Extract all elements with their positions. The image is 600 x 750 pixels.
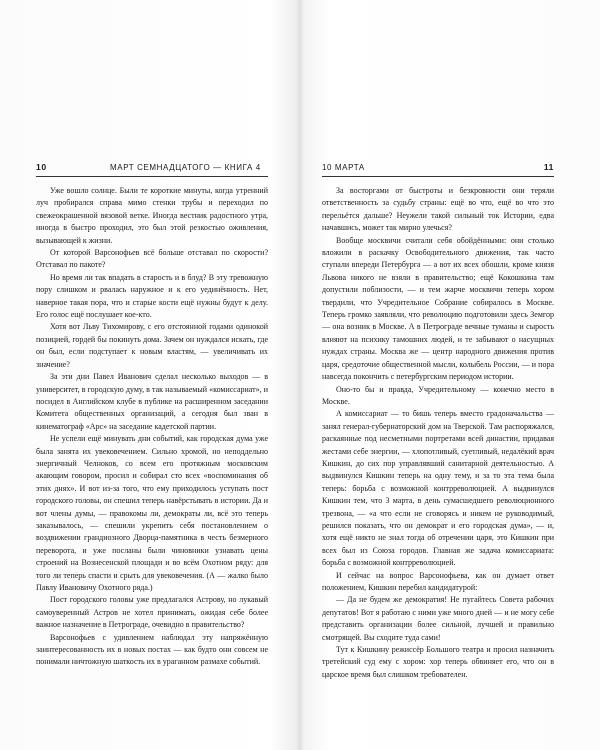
left-paragraph: Не успели ещё минувать дни событий, как городская дума уже была занята их увековечением. Сильно хромой, но неподдельно энергичный Челноков, со всем его протяжным московским акающим говором, просил и собирал сто всех «воспоминания об этих днях». И вот из-за того, что ему приходилось уступать пост городского головы, он спешил теперь навёрстывать в истории. Да и вот члены думы, — правокомы ли, демократы ли, всё это теперь заказывалось, — спешили укрепить себя постановлением о воздвижении грандиозного Дворца-памятника в честь безмерного переворота, и уже посланы были чиновники узнавать цены строений на Вознесенской площади и во всём Охотном ряду: для того ли теперь спасти и срыть для увековечения. (А — жалко было Павлу Ивановичу Охотного ряда.)	[36, 434, 268, 592]
left-paragraph: Пост городского головы уже предлагался Астрову, но лукавый самоуверенный Астров не хотел принимать, ожидая себе более важное назначение в Петрограде, очевидно в правительство?	[36, 595, 268, 630]
right-paragraph: И сейчас на вопрос Варсонофьева, как он думает ответ положением, Кишкин перебил кандидатурой:	[322, 570, 554, 592]
left-page-number: 10	[36, 162, 47, 172]
left-paragraph: Уже вошло солнце. Были те короткие минуты, когда утренний луч пробирался справа мимо стенки трубы и переходил по свежеокрашенной вязовой ветке. Иногда вестник радостного утра, иногда в быстро проходил, это был этой резкостью оживления, вызывающей к жизни.	[36, 186, 268, 245]
right-body-text	[322, 185, 554, 681]
left-paragraph: Хотя вот Льву Тихомирову, с его отстоянной годами одинокой позицией, гордей бы покинуть дома. Зачем он нуждался искать, где он был, если подступает к новым властям, — увеличивать их значение?	[36, 322, 268, 369]
left-body-text	[36, 185, 268, 669]
book-gutter	[296, 0, 304, 750]
right-paragraph: За восторгами от быстроты и безкровности они теряли ответственность за судьбу страны: ещё во что, ещё во что это перельётся дальше? Неужели такой сильный ток Истории, едва начавшись, может так мирно улечься?	[322, 186, 554, 233]
right-running-title: 10 МАРТА	[322, 163, 365, 172]
right-paragraph: Тут к Кишкину режиссёр Большого театра и просил назначить третейский суд ему с хором: хор теперь обвиняет его, что он в царское время был слишком требователен.	[322, 645, 554, 679]
left-paragraph: Варсонофьев с удивлением наблюдал эту напряжённую заинтересованность их в новых постах — как будто они совсем не понимали ничтожную шаткость их в ураганном размахе событий.	[36, 632, 268, 667]
right-page	[322, 160, 554, 681]
left-paragraph: За эти дни Павел Иванович сделал несколько выходов — в университет, в городскую думу, в так называемый «комиссариат», и посидел в Английском клубе в публике на расширенном заседании Комитета общественных организаций, а сегодня был зван в кинематограф «Арс» на заседание кадетской партии.	[36, 372, 268, 431]
right-paragraph: А комиссариат — то бишь теперь вместо градоначальства — занял генерал-губернаторский дом на Тверской. Там распоряжался, раскаянные под несметными портретами всей династии, придавая жестами себе энергии, — хлопотливый, суетливый, недалёкий врач Кишкин, до сих пор управлявший санитарной деятельностью. А выдвинулся Кишкин теперь на одну тему, и за то эта тема была теперь: борьба с возможной контрреволюцией. А выдвинулся Кишкин тем, что 3 марта, в день сумасшедшего революционного трезвона, — «а что если не сговорясь и никем не руководимый, решился показать, что он демократ и его городская дума», — и, хотя ещё никто не знал тогда об отречении царя, это Кишкин при всех был из Союза городов. Главная же задача комиссариата: борьба с возможной контрреволюцией.	[322, 409, 554, 568]
left-paragraph: От которой Варсонофьев всё больше отставал по скорости? Отставал по пакоте?	[36, 248, 268, 270]
left-running-title: МАРТ СЕМНАДЦАТОГО — КНИГА 4	[110, 163, 261, 172]
right-paragraph: Оно-то бы и правда, Учредительному — конечно место в Москве.	[322, 384, 554, 406]
right-paragraph: Вообще москвичи считали себя обойдёнными: они столько вложили в раскачку Освободительного движения, так часто ступали впереди Петербурга — а вот их всех обошли, кроме князя Львова никого не взяли в правительство; ещё Кокошкина там допустили поблизости, — и тем жарче москвичи теперь хором твердили, что Учредительное Собрание собиралось в Москве. Теперь громко заявляли, что революцию подготовили здесь Земгор — она возник в Москве. А в Петрограде вечные туманы и сырость влияют на психику тамошних людей, и те забывают о насущных нуждах страны. Москва же — центр народного движения против царя, средоточие общественной мысли, колыбель России, — и пора навсегда покончить с петербургским периодом истории.	[322, 235, 554, 382]
left-paragraph: Но время ли так впадать в старость и в блуд? В эту тревожную пору слишком и рвалась наружное и к его уединённость. Нет, наверное такая пора, что и старые кости ещё нужны будут к делу. Его голос ещё послушает кое-кто.	[36, 272, 268, 320]
right-paragraph: — Да не будем же демократия! Не пугайтесь Совета рабочих депутатов! Вот я работаю с ними уже много дней — и не могу себе представить организации более сильной, лучшей и правильно смотрящей. Вы сходите туда сами!	[322, 595, 554, 642]
right-page-number: 11	[543, 162, 554, 172]
right-running-head	[322, 160, 554, 177]
left-page	[36, 160, 268, 669]
left-running-head	[36, 160, 268, 177]
